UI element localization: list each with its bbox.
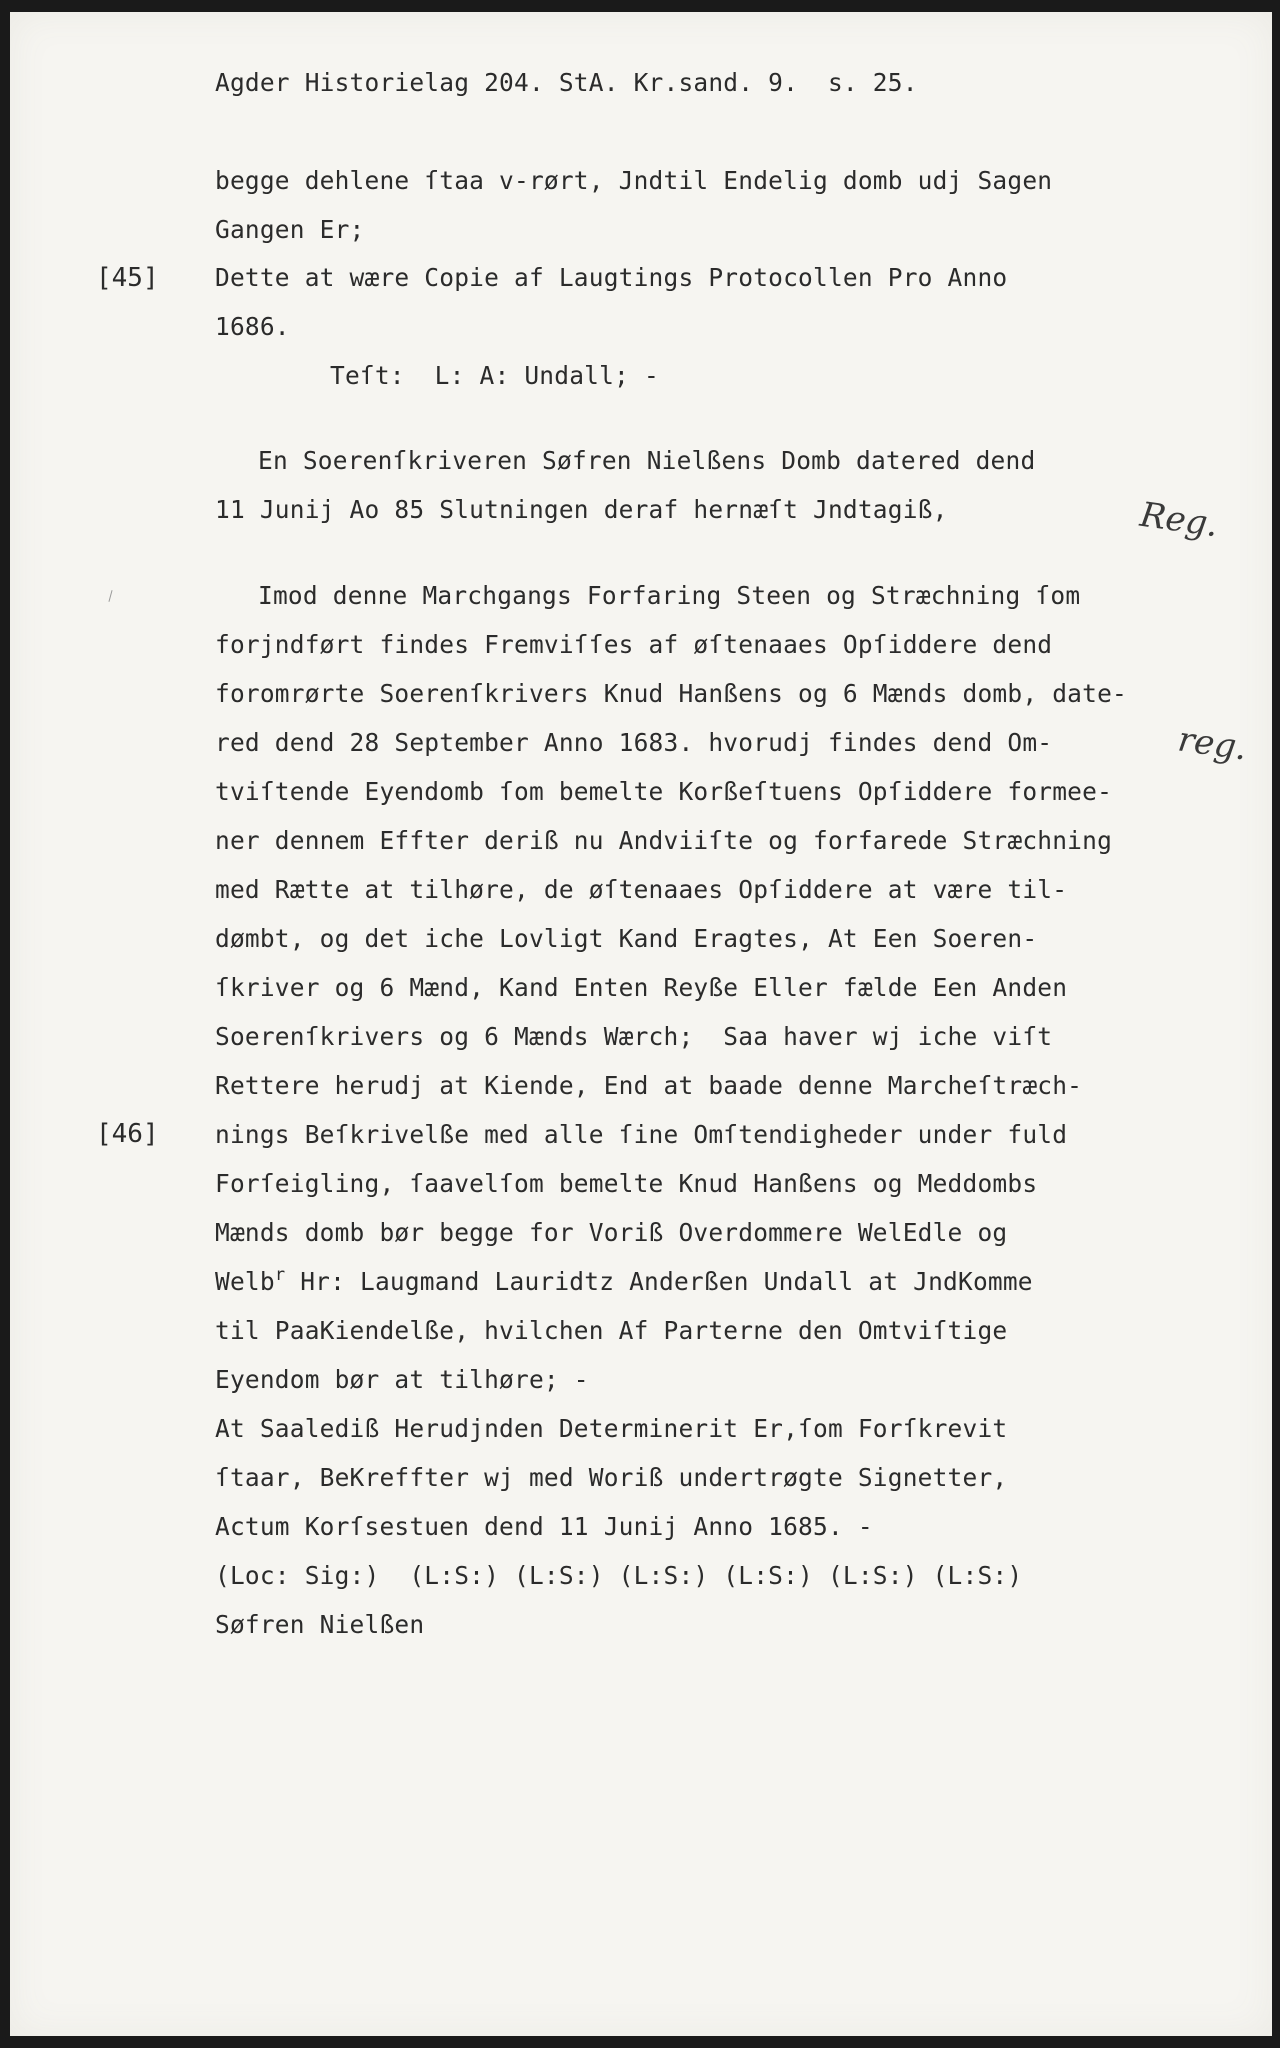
margin-note: reg. — [1175, 719, 1250, 769]
text-line: Eyendom bør at tilhøre; - — [215, 1365, 589, 1394]
text-line: En Soerenſkriveren Søfren Nielßens Domb datered dend — [258, 446, 1036, 475]
text-line: 11 Junij Ao 85 Slutningen deraf hernæſt Jndtagiß, — [215, 495, 948, 524]
text-fragment: Welb — [215, 1267, 275, 1296]
text-line: At Saalediß Herudjnden Determinerit Er,ſom Forſkrevit — [215, 1414, 1008, 1443]
text-line: Mænds domb bør begge for Voriß Overdommere WelEdle og — [215, 1218, 1008, 1247]
text-line: Soerenſkrivers og 6 Mænds Wærch; Saa haver wj iche viſt — [215, 1022, 1053, 1051]
text-line: begge dehlene ſtaa v-rørt, Jndtil Endelig domb udj Sagen — [215, 166, 1053, 195]
signature-line: Teſt: L: A: Undall; - — [330, 361, 659, 390]
text-line: foromrørte Soerenſkrivers Knud Hanßens og 6 Mænds domb, date- — [215, 679, 1127, 708]
text-line: 1686. — [215, 312, 290, 341]
text-line: nings Beſkrivelße med alle ſine Omſtendigheder under fuld — [215, 1120, 1068, 1149]
pencil-mark — [108, 590, 112, 602]
text-line: forjndført findes Fremviſſes af øſtenaaes Opſiddere dend — [215, 630, 1053, 659]
text-line: ſkriver og 6 Mænd, Kand Enten Reyße Eller fælde Een Anden — [215, 973, 1068, 1002]
margin-note: Reg. — [1137, 494, 1221, 546]
text-line: red dend 28 September Anno 1683. hvorudj findes dend Om- — [215, 728, 1053, 757]
page-header: Agder Historielag 204. StA. Kr.sand. 9. s. 25. — [215, 68, 918, 97]
text-line: tviſtende Eyendomb ſom bemelte Korßeſtuens Opſiddere formee- — [215, 777, 1113, 806]
superscript: r — [274, 1265, 286, 1285]
text-fragment: Hr: Laugmand Lauridtz Anderßen Undall at JndKomme — [285, 1267, 1033, 1296]
text-line: Actum Korſsestuen dend 11 Junij Anno 1685. - — [215, 1512, 873, 1541]
margin-number: [46] — [96, 1119, 159, 1149]
text-line: Dette at wære Copie af Laugtings Protocollen Pro Anno — [215, 263, 1008, 292]
text-line: Imod denne Marchgangs Forfaring Steen og Stræchning ſom — [258, 581, 1081, 610]
text-line: Forſeigling, ſaavelſom bemelte Knud Hanßens og Meddombs — [215, 1169, 1038, 1198]
text-line: ſtaar, BeKreffter wj med Woriß undertrøgte Signetter, — [215, 1463, 1008, 1492]
text-line: ner dennem Effter deriß nu Andviiſte og forfarede Stræchning — [215, 826, 1113, 855]
text-line: Gangen Er; — [215, 215, 365, 244]
seal-line: (Loc: Sig:) (L:S:) (L:S:) (L:S:) (L:S:) (L:S:) (L:S:) — [215, 1561, 1023, 1590]
document-page — [10, 12, 1272, 2036]
signature-line: Søfren Nielßen — [215, 1610, 425, 1639]
text-line: med Rætte at tilhøre, de øſtenaaes Opſiddere at være til- — [215, 875, 1068, 904]
text-line: Rettere herudj at Kiende, End at baade denne Marcheſtræch- — [215, 1071, 1083, 1100]
margin-number: [45] — [96, 263, 159, 293]
text-line: dømbt, og det iche Lovligt Kand Eragtes, At Een Soeren- — [215, 924, 1038, 953]
text-line — [215, 1267, 1033, 1296]
text-line: til PaaKiendelße, hvilchen Af Parterne den Omtviſtige — [215, 1316, 1008, 1345]
